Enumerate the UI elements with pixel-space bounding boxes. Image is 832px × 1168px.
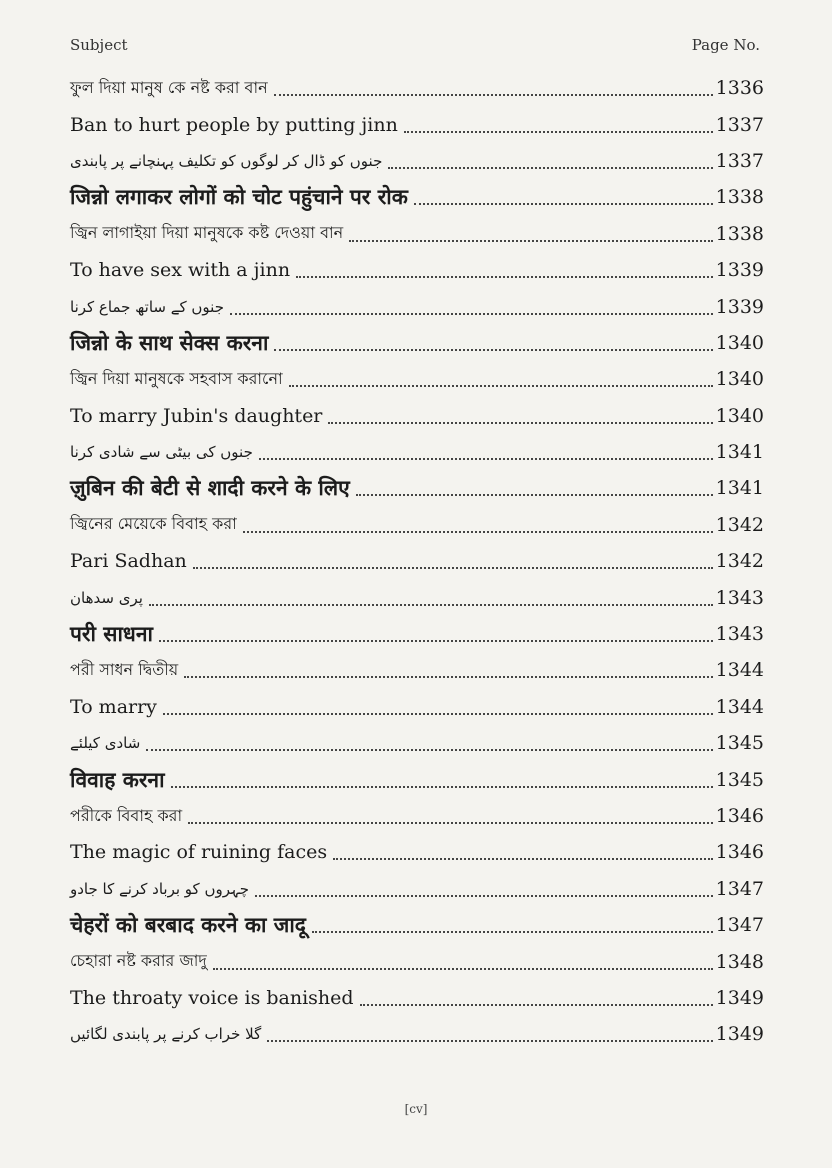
header-subject: Subject	[70, 36, 128, 54]
dot-leader	[404, 113, 713, 133]
toc-entry	[70, 398, 764, 434]
toc-entry-title: Ban to hurt people by putting jinn	[70, 113, 398, 136]
dot-leader	[274, 76, 713, 96]
toc-entry-page: 1338	[715, 222, 764, 245]
toc-entry-title: विवाह करना	[70, 767, 165, 792]
toc-entry	[70, 434, 764, 470]
toc-entry-page: 1340	[715, 404, 764, 427]
toc-entry-page: 1344	[715, 659, 764, 682]
dot-leader	[230, 295, 713, 315]
toc-entry-title: شادی کیلئے	[70, 734, 141, 753]
toc-entry-title: گلا خراب کرنے پر پابندی لگائیں	[70, 1025, 262, 1044]
toc-entry-title: পরীকে বিবাহ করা	[70, 805, 183, 825]
toc-entry	[70, 216, 764, 252]
toc-entry-page: 1346	[715, 805, 764, 827]
toc-entry	[70, 252, 764, 288]
toc-entry-page: 1345	[715, 768, 764, 791]
toc-entry-title: To have sex with a jinn	[70, 259, 291, 282]
toc-entry-page: 1340	[715, 331, 764, 354]
toc-entry	[70, 106, 764, 142]
toc-entry-title: चेहरों को बरबाद करने का जादू	[70, 913, 306, 938]
toc-entry-title: जिन्नो के साथ सेक्स करना	[70, 330, 269, 355]
toc-entry-page: 1337	[715, 149, 764, 172]
dot-leader	[184, 658, 712, 678]
toc-entry	[70, 834, 764, 870]
dot-leader	[267, 1022, 712, 1042]
toc-entry-title: The magic of ruining faces	[70, 841, 328, 864]
toc-entry	[70, 761, 764, 797]
dot-leader	[243, 513, 713, 533]
toc-entry	[70, 689, 764, 725]
toc-entry-title: ফুল দিয়া মানুষ কে নষ্ট করা বান	[70, 77, 268, 97]
toc-entry-page: 1346	[715, 841, 764, 864]
toc-entry	[70, 871, 764, 907]
toc-entry-page: 1347	[715, 877, 764, 900]
toc-entry-title: جنوں کی بیٹی سے شادی کرنا	[70, 443, 253, 462]
toc-entry	[70, 507, 764, 543]
dot-leader	[349, 222, 712, 242]
toc-entry-title: چہروں کو برباد کرنے کا جادو	[70, 879, 250, 898]
toc-entry	[70, 943, 764, 979]
table-of-contents	[70, 70, 764, 1053]
toc-entry	[70, 543, 764, 579]
toc-entry	[70, 361, 764, 397]
toc-entry-page: 1343	[715, 586, 764, 609]
toc-entry	[70, 798, 764, 834]
toc-entry	[70, 143, 764, 179]
dot-leader	[333, 840, 713, 860]
dot-leader	[274, 331, 712, 351]
dot-leader	[159, 622, 713, 642]
toc-entry-page: 1342	[715, 550, 764, 573]
toc-entry-page: 1339	[715, 259, 764, 282]
toc-entry	[70, 616, 764, 652]
toc-entry-title: جنوں کو ڈال کر لوگوں کو تکلیف پہنچانے پر پابندی	[70, 151, 383, 170]
dot-leader	[255, 877, 713, 897]
toc-entry	[70, 70, 764, 106]
toc-entry	[70, 470, 764, 506]
toc-entry-page: 1349	[715, 986, 764, 1009]
toc-entry-page: 1338	[715, 186, 764, 209]
toc-entry-page: 1336	[715, 77, 764, 100]
toc-entry-page: 1347	[715, 914, 764, 937]
dot-leader	[388, 149, 712, 169]
toc-entry	[70, 907, 764, 943]
dot-leader	[356, 476, 713, 496]
toc-entry-title: পরী সাধন দ্বিতীয়	[70, 659, 179, 679]
toc-entry-page: 1345	[715, 732, 764, 755]
toc-entry-title: To marry	[70, 695, 157, 718]
dot-leader	[312, 913, 713, 933]
dot-leader	[289, 367, 713, 387]
toc-entry-title: پری سدھان	[70, 588, 143, 607]
toc-entry	[70, 1016, 764, 1052]
toc-entry	[70, 179, 764, 215]
dot-leader	[146, 731, 712, 751]
toc-entry-title: जिन्नो लगाकर लोगों को चोट पहुंचाने पर रोक	[70, 185, 408, 210]
toc-entry-title: The throaty voice is banished	[70, 986, 354, 1009]
toc-entry-page: 1344	[715, 695, 764, 718]
toc-entry-title: জ্বিন দিয়া মানুষকে সহবাস করানো	[70, 368, 283, 388]
dot-leader	[171, 768, 713, 788]
toc-entry-page: 1349	[715, 1023, 764, 1046]
toc-entry-title: চেহারা নষ্ট করার জাদু	[70, 951, 207, 971]
dot-leader	[149, 586, 713, 606]
toc-entry-page: 1341	[715, 441, 764, 464]
toc-entry-page: 1343	[715, 623, 764, 646]
toc-entry	[70, 652, 764, 688]
toc-entry	[70, 288, 764, 324]
dot-leader	[213, 950, 713, 970]
toc-entry-title: To marry Jubin's daughter	[70, 404, 323, 427]
dot-leader	[328, 404, 712, 424]
dot-leader	[193, 549, 713, 569]
toc-entry	[70, 325, 764, 361]
toc-entry	[70, 579, 764, 615]
toc-entry-title: परी साधना	[70, 622, 153, 647]
dot-leader	[360, 986, 713, 1006]
toc-entry-page: 1348	[715, 950, 764, 973]
page-footer-number: [cv]	[404, 1102, 428, 1116]
dot-leader	[414, 185, 713, 205]
toc-entry-page: 1337	[715, 113, 764, 136]
toc-entry-title: জ্বিন লাগাইয়া দিয়া মানুষকে কষ্ট দেওয়া বান	[70, 223, 344, 243]
dot-leader	[163, 695, 713, 715]
toc-entry-title: Pari Sadhan	[70, 550, 187, 573]
toc-entry-page: 1342	[715, 513, 764, 536]
toc-entry-title: জ্বিনের মেয়েকে বিবাহ করা	[70, 514, 237, 534]
toc-entry-title: جنوں کے ساتھ جماع کرنا	[70, 297, 224, 316]
toc-entry	[70, 725, 764, 761]
dot-leader	[259, 440, 713, 460]
toc-entry-page: 1340	[715, 368, 764, 391]
toc-entry-title: ज़ुबिन की बेटी से शादी करने के लिए	[70, 476, 350, 501]
toc-entry-page: 1341	[715, 477, 764, 500]
toc-entry-page: 1339	[715, 295, 764, 318]
toc-entry	[70, 980, 764, 1016]
dot-leader	[188, 804, 713, 824]
dot-leader	[296, 258, 713, 278]
header-page-no: Page No.	[691, 36, 760, 54]
